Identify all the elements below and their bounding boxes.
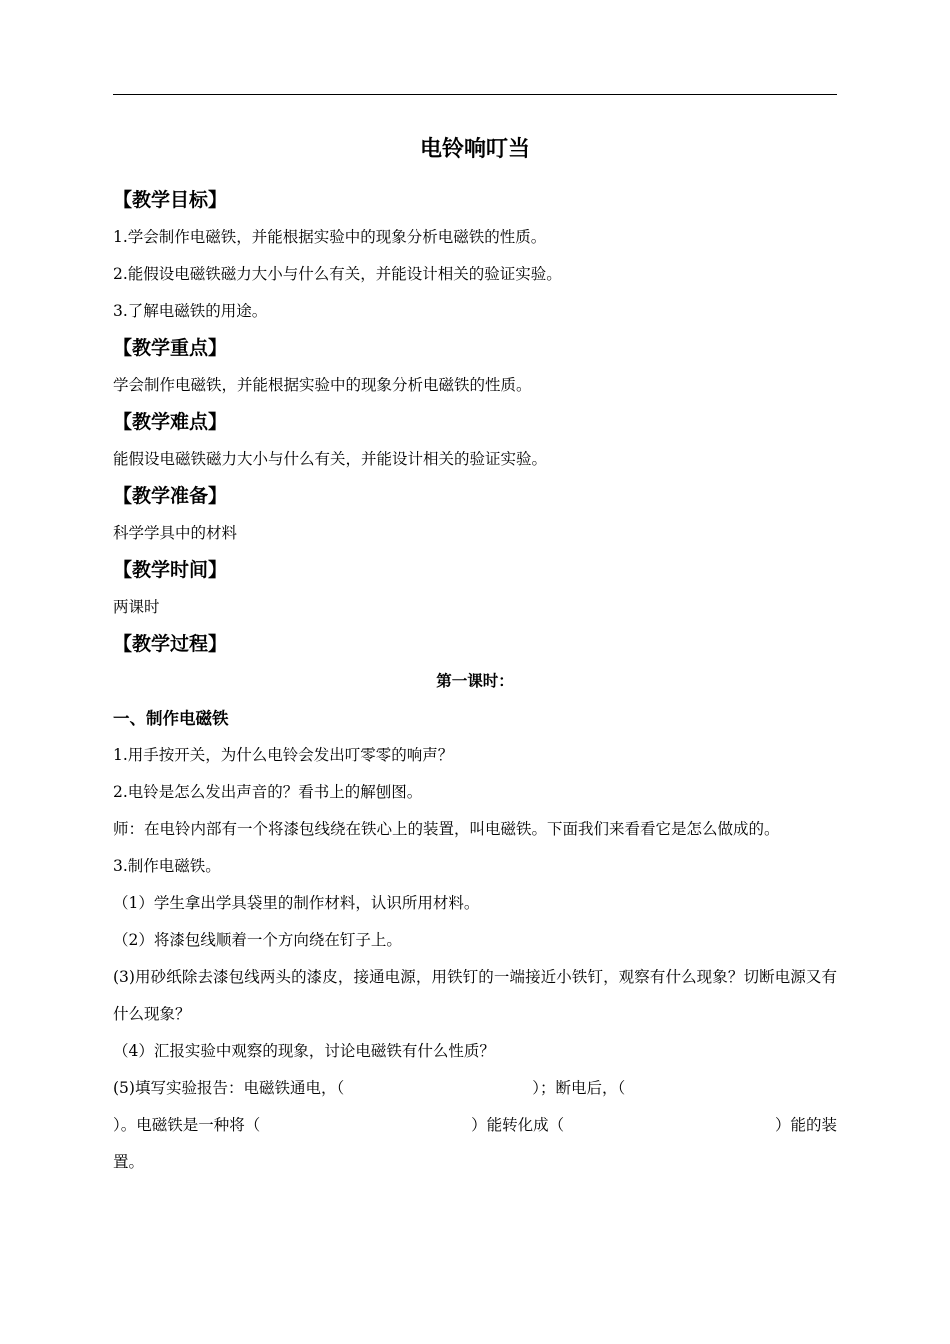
teacher-explanation: 师：在电铃内部有一个将漆包线绕在铁心上的装置，叫电磁铁。下面我们来看看它是怎么做成的。: [113, 820, 780, 838]
difficulties-text: 能假设电磁铁磁力大小与什么有关，并能设计相关的验证实验。: [113, 450, 548, 468]
fill-in-text: (5)填写实验报告：电磁铁通电，（: [113, 1079, 345, 1097]
part-heading: 一、制作电磁铁: [113, 709, 229, 728]
process-line: (3)用砂纸除去漆包线两头的漆皮，接通电源，用铁钉的一端接近小铁钉，观察有什么现象？切断电源又有什么现象？: [113, 968, 837, 1023]
fill-in-line-1: [113, 1070, 837, 1107]
process-line: 1.用手按开关，为什么电铃会发出叮零零的响声？: [113, 746, 454, 764]
objective-item: 3.了解电磁铁的用途。: [113, 302, 268, 320]
objective-item: 2.能假设电磁铁磁力大小与什么有关，并能设计相关的验证实验。: [113, 265, 562, 283]
document-body: [113, 133, 837, 1181]
fill-in-text: ）。电磁铁是一种将（: [113, 1116, 261, 1134]
process-heading: 【教学过程】: [113, 633, 228, 655]
fill-in-end: 置。: [113, 1153, 145, 1171]
process-line: 2.电铃是怎么发出声音的？看书上的解刨图。: [113, 783, 423, 801]
key-points-text: 学会制作电磁铁，并能根据实验中的现象分析电磁铁的性质。: [113, 376, 532, 394]
objectives-heading: 【教学目标】: [113, 189, 228, 211]
preparation-heading: 【教学准备】: [113, 485, 228, 507]
fill-in-text: ）；断电后，（: [532, 1079, 626, 1097]
time-heading: 【教学时间】: [113, 559, 228, 581]
document-title: 电铃响叮当: [419, 137, 530, 162]
difficulties-heading: 【教学难点】: [113, 411, 228, 433]
process-line: （2）将漆包线顺着一个方向绕在钉子上。: [113, 931, 402, 949]
process-line: （1）学生拿出学具袋里的制作材料，认识所用材料。: [113, 894, 480, 912]
process-line: （4）汇报实验中观察的现象，讨论电磁铁有什么性质？: [113, 1042, 495, 1060]
period-heading: 第一课时：: [436, 672, 514, 690]
process-line: 3.制作电磁铁。: [113, 857, 221, 875]
key-points-heading: 【教学重点】: [113, 337, 228, 359]
header-rule: [113, 94, 837, 95]
fill-in-text: ）能的装: [774, 1116, 837, 1134]
time-text: 两课时: [113, 598, 160, 616]
objective-item: 1.学会制作电磁铁，并能根据实验中的现象分析电磁铁的性质。: [113, 228, 547, 246]
fill-in-text: ）能转化成（: [471, 1116, 565, 1134]
fill-in-line-2: [113, 1107, 837, 1144]
preparation-text: 科学学具中的材料: [113, 524, 238, 542]
